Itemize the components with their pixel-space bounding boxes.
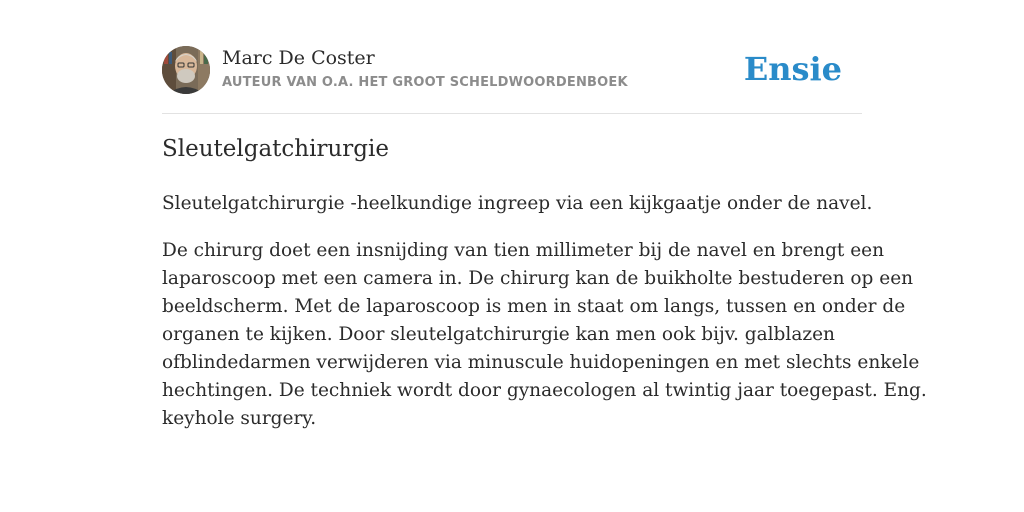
author-name[interactable]: Marc De Coster (222, 47, 375, 69)
body-line: keyhole surgery. (162, 408, 317, 429)
body-line: beeldscherm. Met de laparoscoop is men in staat om langs, tussen en onder de (162, 296, 906, 317)
header-divider (162, 113, 862, 114)
author-avatar[interactable] (162, 46, 210, 94)
body-line: laparoscoop met een camera in. De chirurg kan de buikholte bestuderen op een (162, 268, 914, 289)
author-header (162, 46, 862, 96)
body-line: hechtingen. De techniek wordt door gynaecologen al twintig jaar toegepast. Eng. (162, 380, 927, 401)
body-line: ofblindedarmen verwijderen via minuscule huidopeningen en met slechts enkele (162, 352, 920, 373)
body-line: organen te kijken. Door sleutelgatchirurgie kan men ook bijv. galblazen (162, 324, 835, 345)
body-line: De chirurg doet een insnijding van tien millimeter bij de navel en brengt een (162, 240, 885, 261)
author-portrait-icon (162, 46, 210, 94)
author-subtitle: AUTEUR VAN O.A. HET GROOT SCHELDWOORDENBOEK (222, 75, 628, 90)
article-title: Sleutelgatchirurgie (162, 136, 389, 162)
ensie-logo[interactable]: Ensie (743, 50, 842, 88)
article-body (162, 237, 927, 433)
article-intro: Sleutelgatchirurgie -heelkundige ingreep via een kijkgaatje onder de navel. (162, 193, 873, 214)
